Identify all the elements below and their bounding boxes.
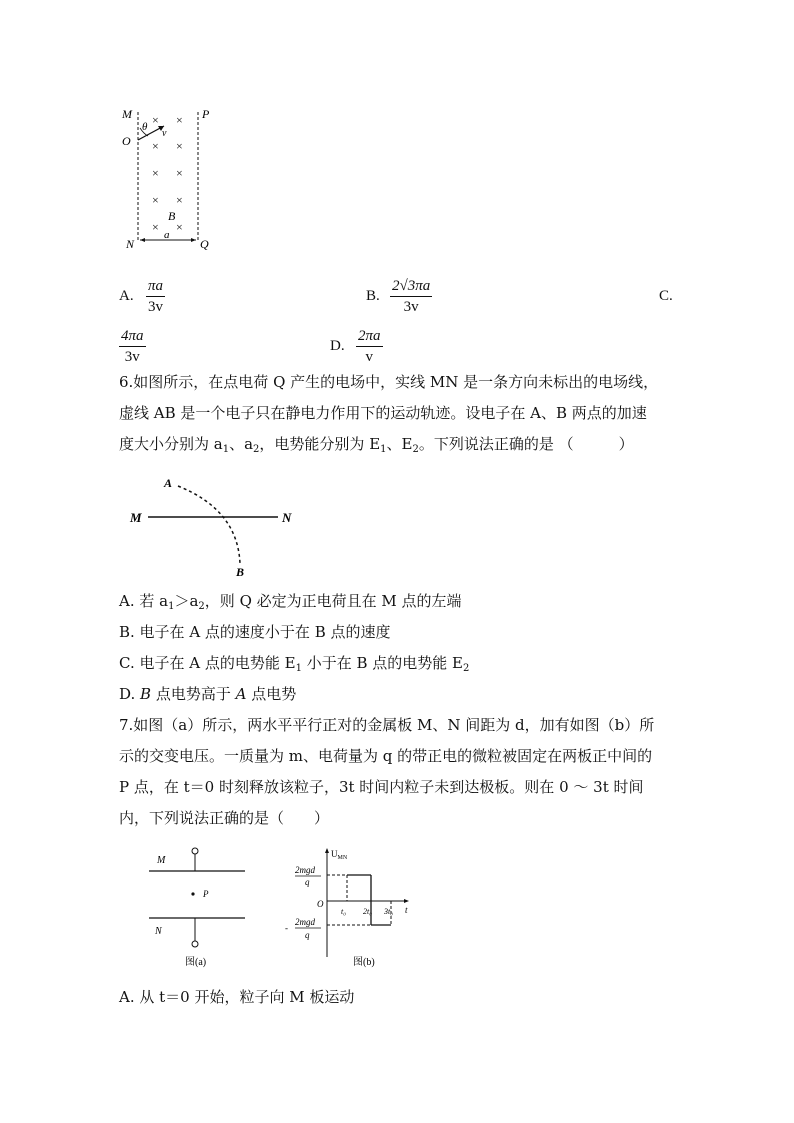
fig-a-caption: 图(a) xyxy=(185,957,207,968)
label-N: N xyxy=(126,237,135,251)
q7-figure-b xyxy=(283,845,413,975)
svg-text:×: × xyxy=(152,193,159,207)
svg-text:×: × xyxy=(176,139,183,153)
fig-a-label-p: P xyxy=(203,889,209,899)
q7-stem-line-4: 内，下列说法正确的是（ ） xyxy=(119,809,330,827)
q6-option-b: B. 电子在 A 点的速度小于在 B 点的速度 xyxy=(119,623,391,641)
q7-stem-line-2: 示的交变电压。一质量为 m、电荷量为 q 的带正电的微粒被固定在两板正中间的 xyxy=(119,747,653,765)
svg-text:×: × xyxy=(176,166,183,180)
fig-b-t-axis: t xyxy=(405,905,408,915)
svg-text:×: × xyxy=(152,166,159,180)
q7-figure-a xyxy=(145,845,255,975)
fig-b-pos-den: q xyxy=(305,877,310,887)
fig-b-neg-num: 2mgd xyxy=(295,917,315,927)
fig-b-t0: t₀ xyxy=(341,907,347,916)
svg-text:×: × xyxy=(176,220,183,234)
fig-b-neg-sign: - xyxy=(285,923,288,933)
svg-text:×: × xyxy=(152,220,159,234)
q7-option-a: A. 从 t＝0 开始，粒子向 M 板运动 xyxy=(119,988,355,1006)
label-Q: Q xyxy=(200,237,209,251)
q5-option-b-letter: B. xyxy=(366,288,380,304)
fig-b-t3: 3t₀ xyxy=(384,907,394,916)
fig-a-label-n: N xyxy=(155,926,162,937)
fig-b-caption: 图(b) xyxy=(353,957,375,968)
svg-text:×: × xyxy=(176,113,183,127)
label-M: M xyxy=(122,107,132,121)
q5-option-d-fraction: $\frac{2\pi a}{v}$ xyxy=(358,328,381,365)
magnetic-field-figure xyxy=(118,100,218,255)
q6-option-a: A. 若 $a_1>a_2$，则 Q 必定为正电荷且在 M 点的左端 xyxy=(119,592,462,612)
q5-option-a-fraction: $\frac{\pi a}{3v}$ xyxy=(148,278,164,315)
q6-label-n: N xyxy=(282,510,292,525)
q6-stem-line-1: 6.如图所示，在点电荷 Q 产生的电场中，实线 MN 是一条方向未标出的电场线， xyxy=(119,373,659,391)
q7-stem-line-3: P 点，在 t＝0 时刻释放该粒子，3t 时间内粒子未到达极板。则在 0 ～ 3t 时间 xyxy=(119,778,644,796)
fig-b-t2: 2t₀ xyxy=(363,907,373,916)
q6-field-line-figure xyxy=(126,472,306,577)
label-v: v xyxy=(162,128,167,139)
q5-option-c-fraction: $\frac{4\pi a}{3v}$ xyxy=(121,328,144,365)
fig-a-label-m: M xyxy=(157,855,166,866)
q6-stem-line-3: 度大小分别为 $a_1$、$a_2$，电势能分别为 $E_1$、$E_2$。下列说法正确的是 （ ） xyxy=(119,435,634,455)
q6-option-c: C. 电子在 A 点的电势能 $E_1$ 小于在 B 点的电势能 $E_2$ xyxy=(119,654,470,674)
fig-b-label-o: O xyxy=(317,899,324,909)
q5-option-d-letter: D. xyxy=(330,338,345,354)
svg-text:×: × xyxy=(176,193,183,207)
label-P: P xyxy=(202,107,210,121)
fig-b-neg-den: q xyxy=(305,930,310,940)
label-B: B xyxy=(168,209,176,223)
q5-option-b-fraction: $\frac{2√3\pi a}{3v}$ xyxy=(392,278,431,315)
label-theta: θ xyxy=(142,121,148,133)
q6-label-a: A xyxy=(164,476,173,490)
q6-label-b: B xyxy=(236,565,245,577)
fig-b-pos-num: 2mgd xyxy=(295,865,315,875)
q6-label-m: M xyxy=(130,510,142,525)
label-a: a xyxy=(164,229,170,241)
svg-text:×: × xyxy=(152,139,159,153)
q5-option-a-letter: A. xyxy=(119,288,134,304)
q6-stem-line-2: 虚线 AB 是一个电子只在静电力作用下的运动轨迹。设电子在 A、B 两点的加速 xyxy=(119,404,647,422)
fig-b-label-u: $U_{MN}$ xyxy=(331,849,348,861)
q7-stem-line-1: 7.如图（a）所示，两水平平行正对的金属板 M、N 间距为 d，加有如图（b）所 xyxy=(119,716,655,734)
label-O: O xyxy=(122,134,131,148)
q6-option-d: D. B 点电势高于 A 点电势 xyxy=(119,685,297,703)
q5-option-c-letter: C. xyxy=(659,288,673,304)
svg-text:×: × xyxy=(152,113,159,127)
